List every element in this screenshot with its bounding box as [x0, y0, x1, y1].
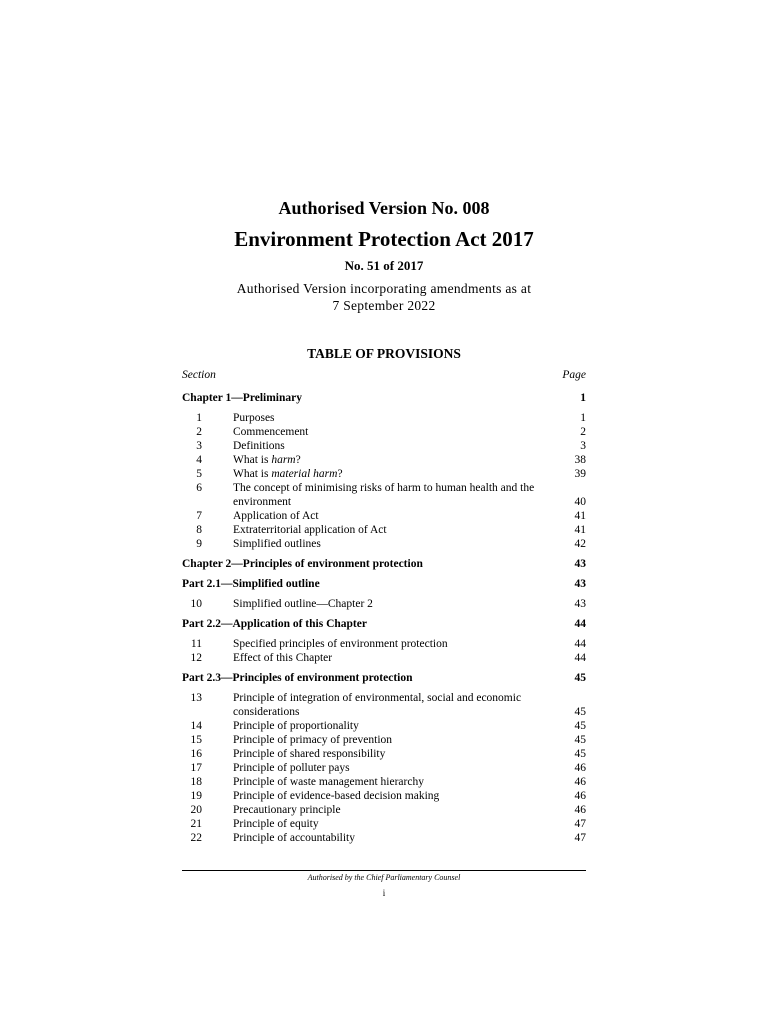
section-number: 18 [190, 776, 202, 788]
heading-page: 43 [574, 558, 586, 570]
part-2-2-entries [182, 637, 586, 665]
toc-entry[interactable] [182, 467, 586, 481]
section-title: Simplified outline—Chapter 2 [233, 598, 373, 610]
heading-page: 1 [580, 392, 586, 404]
part-2-3-heading[interactable] [182, 671, 586, 685]
section-page: 41 [574, 510, 586, 522]
section-title: Principle of equity [233, 818, 319, 830]
section-number: 10 [190, 598, 202, 610]
section-title: Definitions [233, 440, 285, 452]
section-number: 5 [196, 468, 202, 480]
footer-authorised-by: Authorised by the Chief Parliamentary Counsel [307, 873, 461, 882]
section-title: Commencement [233, 426, 309, 438]
toc-entry[interactable] [182, 597, 586, 611]
toc-entry[interactable] [182, 425, 586, 439]
section-title-text: What is [233, 468, 272, 480]
section-page: 45 [574, 734, 586, 746]
toc-entry[interactable] [182, 651, 586, 665]
amendment-note-line1: Authorised Version incorporating amendments as at [236, 281, 532, 296]
section-page: 46 [574, 804, 586, 816]
heading-label: Chapter 1—Preliminary [182, 392, 302, 404]
section-page: 43 [574, 598, 586, 610]
section-page: 39 [574, 468, 586, 480]
section-title: Application of Act [233, 510, 319, 522]
section-page: 1 [580, 412, 586, 424]
toc-entry[interactable] [182, 775, 586, 789]
page-column-header: Page [562, 369, 586, 381]
section-number: 21 [190, 818, 202, 830]
toc-column-headers [182, 369, 586, 385]
section-page: 46 [574, 762, 586, 774]
section-page: 46 [574, 776, 586, 788]
toc-entry[interactable] [182, 537, 586, 551]
table-of-provisions [182, 369, 586, 845]
amendment-note-line2: 7 September 2022 [332, 298, 436, 313]
section-number: 8 [196, 524, 202, 536]
toc-entry[interactable] [182, 817, 586, 831]
defined-term: material harm [271, 468, 338, 480]
heading-label: Chapter 2—Principles of environment protection [182, 558, 423, 570]
toc-entry[interactable] [182, 481, 586, 509]
heading-page: 45 [574, 672, 586, 684]
part-2-2-heading[interactable] [182, 617, 586, 631]
version-heading: Authorised Version No. 008 [278, 198, 490, 218]
toc-entry[interactable] [182, 411, 586, 425]
section-number: 14 [190, 720, 202, 732]
section-title: Principle of waste management hierarchy [233, 776, 424, 788]
section-page: 3 [580, 440, 586, 452]
section-title: Effect of this Chapter [233, 652, 333, 664]
section-page: 45 [574, 720, 586, 732]
toc-entry[interactable] [182, 439, 586, 453]
section-title-text: ? [337, 468, 343, 480]
part-2-1-heading[interactable] [182, 577, 586, 591]
toc-entry[interactable] [182, 761, 586, 775]
section-page: 44 [574, 652, 586, 664]
section-title: Principle of accountability [233, 832, 355, 844]
toc-entry[interactable] [182, 803, 586, 817]
section-title: Extraterritorial application of Act [233, 524, 387, 536]
heading-label: Part 2.1—Simplified outline [182, 578, 320, 590]
section-page: 47 [574, 818, 586, 830]
section-title: Principle of integration of environmental, social and economic considerations [233, 692, 522, 718]
section-page: 46 [574, 790, 586, 802]
section-page: 40 [574, 496, 586, 508]
section-number: 4 [196, 454, 202, 466]
heading-page: 44 [574, 618, 586, 630]
toc-entry[interactable] [182, 523, 586, 537]
toc-entry[interactable] [182, 637, 586, 651]
section-page: 2 [580, 426, 586, 438]
section-page: 47 [574, 832, 586, 844]
section-number: 7 [196, 510, 202, 522]
amendment-note [0, 280, 768, 314]
act-title: Environment Protection Act 2017 [234, 227, 534, 251]
section-number: 13 [190, 692, 202, 704]
footer-divider [182, 870, 586, 871]
defined-term: harm [271, 454, 296, 466]
section-number: 15 [190, 734, 202, 746]
page-number: i [382, 888, 386, 898]
section-title: Precautionary principle [233, 804, 341, 816]
section-title: Principle of shared responsibility [233, 748, 386, 760]
section-title-text: What is [233, 454, 272, 466]
section-title: Principle of proportionality [233, 720, 359, 732]
part-2-1-entries [182, 597, 586, 611]
section-page: 45 [574, 748, 586, 760]
chapter-2-heading[interactable] [182, 557, 586, 571]
section-number: 1 [196, 412, 202, 424]
section-number: 12 [190, 652, 202, 664]
toc-entry[interactable] [182, 509, 586, 523]
section-number: 2 [196, 426, 202, 438]
toc-entry[interactable] [182, 831, 586, 845]
section-number: 16 [190, 748, 202, 760]
part-2-3-entries [182, 691, 586, 845]
section-title: Principle of polluter pays [233, 762, 350, 774]
section-page: 45 [574, 706, 586, 718]
toc-entry[interactable] [182, 453, 586, 467]
chapter-1-entries [182, 411, 586, 551]
section-number: 22 [190, 832, 202, 844]
toc-title: TABLE OF PROVISIONS [307, 346, 461, 361]
heading-label: Part 2.2—Application of this Chapter [182, 618, 367, 630]
section-page: 41 [574, 524, 586, 536]
section-column-header: Section [182, 369, 216, 381]
toc-entry[interactable] [182, 789, 586, 803]
section-number: 9 [196, 538, 202, 550]
section-title: Principle of primacy of prevention [233, 734, 393, 746]
section-title: Purposes [233, 412, 275, 424]
section-number: 19 [190, 790, 202, 802]
toc-entry[interactable] [182, 733, 586, 747]
section-number: 3 [196, 440, 202, 452]
toc-entry[interactable] [182, 719, 586, 733]
section-title: Specified principles of environment protection [233, 638, 448, 650]
section-title: Principle of evidence-based decision making [233, 790, 440, 802]
section-page: 44 [574, 638, 586, 650]
section-title-text: ? [295, 454, 301, 466]
section-title [233, 467, 546, 481]
section-title: Simplified outlines [233, 538, 321, 550]
section-number: 17 [190, 762, 202, 774]
act-number: No. 51 of 2017 [344, 258, 424, 273]
section-number: 11 [190, 638, 202, 650]
section-title [233, 453, 546, 467]
section-number: 20 [190, 804, 202, 816]
section-title: The concept of minimising risks of harm to human health and the environment [233, 482, 535, 508]
toc-entry[interactable] [182, 747, 586, 761]
section-page: 42 [574, 538, 586, 550]
section-page: 38 [574, 454, 586, 466]
chapter-1-heading[interactable] [182, 391, 586, 405]
heading-label: Part 2.3—Principles of environment protection [182, 672, 413, 684]
toc-entry[interactable] [182, 691, 586, 719]
heading-page: 43 [574, 578, 586, 590]
section-number: 6 [196, 482, 202, 494]
